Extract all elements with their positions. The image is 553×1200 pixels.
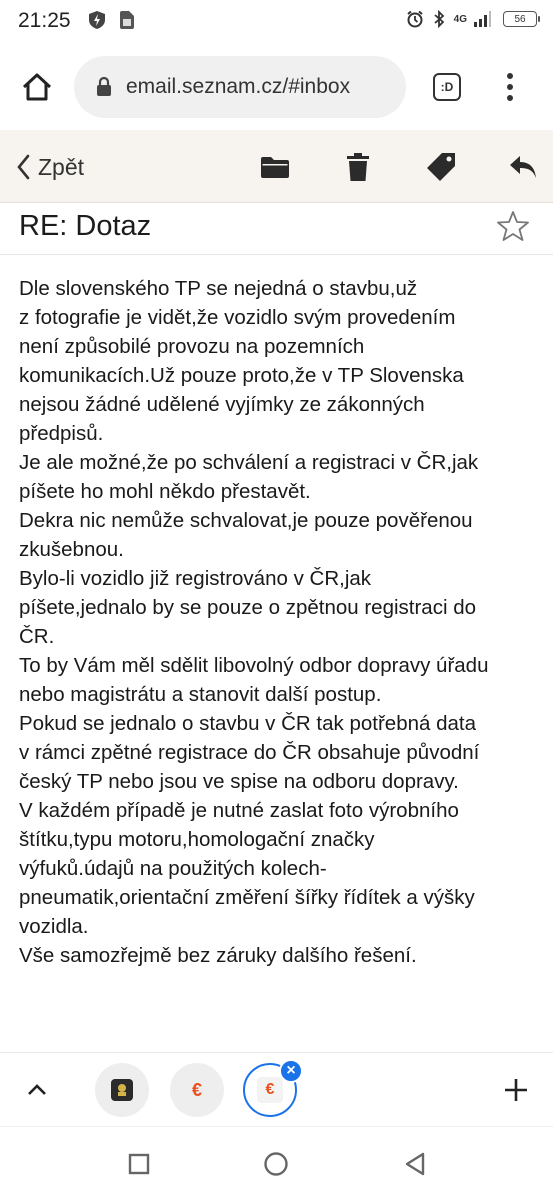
email-body-line: Pokud se jednalo o stavbu v ČR tak potřebná data bbox=[19, 712, 476, 735]
email-body-line: komunikacích.Už pouze proto,že v TP Slovenska bbox=[19, 364, 464, 387]
square-icon bbox=[128, 1153, 150, 1175]
home-nav-button[interactable] bbox=[263, 1151, 289, 1177]
email-body-line: výfuků.údajů na použitých kolech- bbox=[19, 857, 327, 880]
tab-switcher-button[interactable]: :D bbox=[433, 73, 461, 101]
shield-icon bbox=[88, 11, 106, 29]
email-body-line: předpisů. bbox=[19, 422, 104, 445]
email-body-line: ČR. bbox=[19, 625, 55, 648]
email-body-line: nebo magistrátu a stanovit další postup. bbox=[19, 683, 382, 706]
tab-item[interactable] bbox=[95, 1063, 149, 1117]
email-body-line: V každém případě je nutné zaslat foto výrobního bbox=[19, 799, 459, 822]
mail-toolbar bbox=[0, 130, 553, 203]
tab-strip bbox=[0, 1052, 553, 1126]
close-tab-button[interactable]: × bbox=[279, 1059, 303, 1083]
email-body-line: štítku,typu motoru,homologační značky bbox=[19, 828, 375, 851]
delete-button[interactable] bbox=[341, 150, 375, 184]
status-time: 21:25 bbox=[18, 9, 71, 32]
star-button[interactable] bbox=[497, 210, 529, 242]
reply-icon bbox=[508, 154, 538, 180]
app-favicon-icon bbox=[111, 1079, 133, 1101]
email-body-line: zkušebnou. bbox=[19, 538, 124, 561]
browser-toolbar bbox=[0, 44, 553, 130]
reply-button[interactable] bbox=[506, 150, 540, 184]
plus-icon bbox=[503, 1077, 529, 1103]
trash-icon bbox=[347, 153, 369, 181]
seznam-email-favicon-icon: € bbox=[257, 1077, 283, 1103]
back-button[interactable] bbox=[16, 150, 84, 184]
status-bar bbox=[0, 0, 553, 44]
email-body-line: píšete,jednalo by se pouze o zpětnou registraci do bbox=[19, 596, 476, 619]
new-tab-button[interactable] bbox=[503, 1077, 529, 1103]
tag-icon bbox=[426, 152, 456, 182]
menu-dot bbox=[507, 95, 513, 101]
home-button[interactable] bbox=[18, 68, 56, 106]
email-body-line: v rámci zpětné registrace do ČR obsahuje původní bbox=[19, 741, 480, 764]
email-body-line: pneumatik,orientační změření šířky řídítek a výšky bbox=[19, 886, 475, 909]
system-nav-bar bbox=[0, 1126, 553, 1200]
status-icons-left bbox=[88, 11, 136, 29]
signal-icon bbox=[473, 10, 491, 28]
triangle-back-icon bbox=[403, 1151, 427, 1177]
email-body-line: Bylo-li vozidlo již registrováno v ČR,jak bbox=[19, 567, 372, 590]
menu-dot bbox=[507, 73, 513, 79]
lock-icon bbox=[96, 77, 112, 97]
browser-menu-button[interactable] bbox=[498, 70, 522, 104]
sim-icon bbox=[118, 11, 136, 29]
email-body-line: To by Vám měl sdělit libovolný odbor dopravy úřadu bbox=[19, 654, 489, 677]
move-to-folder-button[interactable] bbox=[258, 150, 292, 184]
tab-item[interactable] bbox=[170, 1063, 224, 1117]
url-bar[interactable] bbox=[74, 56, 406, 118]
alarm-icon bbox=[406, 10, 424, 28]
bluetooth-icon bbox=[430, 10, 448, 28]
email-body-line: z fotografie je vidět,že vozidlo svým provedením bbox=[19, 306, 456, 329]
chevron-up-icon bbox=[24, 1077, 50, 1103]
email-body-line: nejsou žádné udělené vyjímky ze zákonných bbox=[19, 393, 425, 416]
tab-item-active[interactable] bbox=[243, 1063, 297, 1117]
star-icon bbox=[497, 210, 529, 242]
email-body bbox=[19, 274, 541, 970]
status-icons-right bbox=[406, 10, 537, 28]
url-text: email.seznam.cz/#inbox bbox=[126, 75, 351, 98]
circle-icon bbox=[263, 1151, 289, 1177]
folder-icon bbox=[261, 156, 289, 178]
subject-row bbox=[0, 203, 553, 255]
battery-indicator: 56 bbox=[503, 11, 537, 27]
seznam-favicon-icon: € bbox=[191, 1079, 202, 1100]
email-body-line: vozidla. bbox=[19, 915, 89, 938]
email-body-line: Dekra nic nemůže schvalovat,je pouze pověřenou bbox=[19, 509, 473, 532]
back-label: Zpět bbox=[38, 153, 85, 180]
home-icon bbox=[21, 72, 53, 102]
email-body-line: Dle slovenského TP se nejedná o stavbu,už bbox=[19, 277, 418, 300]
network-type: 4G bbox=[453, 13, 467, 25]
label-button[interactable] bbox=[424, 150, 458, 184]
chevron-left-icon bbox=[16, 154, 30, 180]
email-body-line: není způsobilé provozu na pozemních bbox=[19, 335, 365, 358]
email-subject: RE: Dotaz bbox=[19, 210, 152, 242]
email-body-line: Je ale možné,že po schválení a registraci v ČR,jak bbox=[19, 451, 479, 474]
back-nav-button[interactable] bbox=[402, 1151, 428, 1177]
email-body-line: český TP nebo jsou ve spise na odboru dopravy. bbox=[19, 770, 459, 793]
menu-dot bbox=[507, 84, 513, 90]
email-body-line: Vše samozřejmě bez záruky dalšího řešení. bbox=[19, 944, 417, 967]
email-body-line: píšete ho mohl někdo přestavět. bbox=[19, 480, 311, 503]
expand-tabs-button[interactable] bbox=[24, 1077, 50, 1103]
recents-button[interactable] bbox=[126, 1151, 152, 1177]
